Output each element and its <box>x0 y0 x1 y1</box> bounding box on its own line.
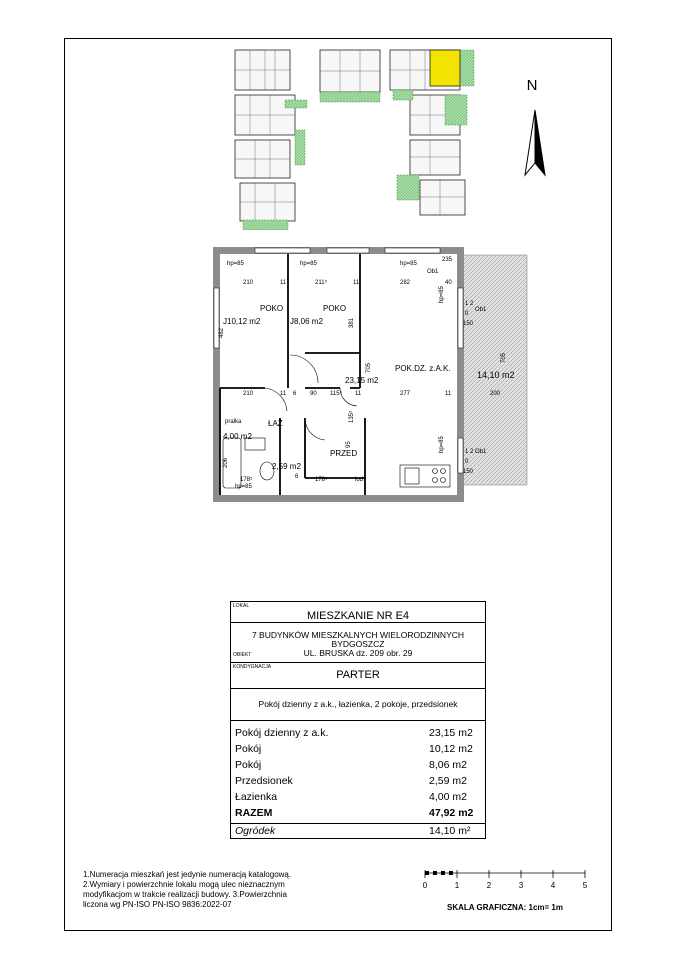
svg-text:211⁵: 211⁵ <box>315 280 328 286</box>
svg-text:705: 705 <box>501 352 507 363</box>
garden-row: Ogródek 14,10 m² <box>230 824 486 839</box>
room-area: 2,59 m2 <box>272 462 301 471</box>
svg-text:hp=85: hp=85 <box>400 261 417 267</box>
svg-text:0: 0 <box>422 881 428 890</box>
room-area: 23,15 m2 <box>345 376 379 385</box>
svg-text:Ob1: Ob1 <box>427 269 439 275</box>
svg-text:150: 150 <box>463 321 474 327</box>
svg-text:178⁵: 178⁵ <box>240 477 253 483</box>
svg-text:6: 6 <box>293 391 297 397</box>
svg-text:hp=85: hp=85 <box>439 286 445 303</box>
floor-plan <box>205 243 535 508</box>
object-row: 7 BUDYNKÓW MIESZKALNYCH WIELORODZINNYCH BYDGOSZCZ UL. BRUSKA dz. 209 obr. 29 OBIEKT <box>230 623 486 663</box>
svg-text:115⁵: 115⁵ <box>330 391 343 397</box>
room-name: POKO <box>260 304 284 313</box>
area-row: Pokój dzienny z a.k. 23,15 m2 <box>235 727 473 739</box>
svg-text:282: 282 <box>400 280 411 286</box>
svg-text:0: 0 <box>465 459 469 465</box>
svg-text:hp=85: hp=85 <box>300 261 317 267</box>
unit-info-table <box>230 601 486 839</box>
room-area: 4,00 m2 <box>223 432 252 441</box>
room-area: J10,12 m2 <box>223 317 261 326</box>
svg-text:95: 95 <box>346 441 352 448</box>
description-row <box>230 689 486 721</box>
svg-text:40: 40 <box>445 280 452 286</box>
room-name: POKO <box>323 304 347 313</box>
svg-text:178⁵: 178⁵ <box>315 477 328 483</box>
total-row: RAZEM 47,92 m2 <box>235 807 474 819</box>
svg-text:90: 90 <box>310 391 317 397</box>
svg-text:2: 2 <box>486 881 492 890</box>
garden-area-label: 14,10 m2 <box>477 370 515 380</box>
scale-label: SKALA GRAFICZNA: 1cm= 1m <box>447 903 563 912</box>
svg-text:4: 4 <box>550 881 556 890</box>
area-row: Łazienka 4,00 m2 <box>235 791 467 803</box>
svg-text:135⁵: 135⁵ <box>349 410 355 423</box>
svg-text:11: 11 <box>280 280 287 286</box>
area-row: Pokój 10,12 m2 <box>235 743 473 755</box>
svg-text:1 2: 1 2 <box>465 449 474 455</box>
title-row: LOKAL MIESZKANIE NR E4 <box>230 601 486 623</box>
svg-text:11: 11 <box>353 280 360 286</box>
area-row: Przedsionek 2,59 m2 <box>235 775 467 787</box>
svg-text:hp=85: hp=85 <box>227 261 244 267</box>
highlighted-unit <box>430 50 460 86</box>
svg-text:5: 5 <box>582 881 588 890</box>
svg-text:lod: lod <box>355 477 364 483</box>
graphic-scale <box>420 868 590 928</box>
svg-text:150: 150 <box>463 469 474 475</box>
svg-text:Ob1: Ob1 <box>475 307 487 313</box>
level-row: KONDYGNACJA PARTER <box>230 663 486 689</box>
svg-text:11: 11 <box>445 391 452 397</box>
svg-text:482: 482 <box>219 327 225 338</box>
object-line-1: 7 BUDYNKÓW MIESZKALNYCH WIELORODZINNYCH BYDGOSZCZ <box>251 630 465 649</box>
svg-text:200: 200 <box>490 391 501 397</box>
svg-text:705: 705 <box>366 362 372 373</box>
svg-text:pralka: pralka <box>225 419 242 425</box>
svg-text:235: 235 <box>442 257 453 263</box>
svg-text:Ob1: Ob1 <box>475 449 487 455</box>
footnotes: 1.Numeracja mieszkań jest jedynie numeracją katalogową. 2.Wymiary i powierzchnie lokalu mogą ulec nieznacznym modyfikacjom w trakcie realizacji budowy. 3.Powierzchnia liczona wg PN-ISO PN-ISO 9836:2022-07 <box>83 870 292 909</box>
object-line-2: UL. BRUSKA dz. 209 obr. 29 <box>303 648 413 658</box>
svg-text:11: 11 <box>280 391 287 397</box>
svg-text:381: 381 <box>349 317 355 328</box>
room-name: PRZED <box>330 449 358 458</box>
svg-text:hp=85: hp=85 <box>235 484 252 490</box>
svg-text:11: 11 <box>355 391 362 397</box>
unit-title: MIESZKANIE NR E4 <box>306 610 410 622</box>
svg-text:210: 210 <box>243 391 254 397</box>
unit-description: Pokój dzienny z a.k., łazienka, 2 pokoje, przedsionek <box>258 699 458 709</box>
svg-text:0: 0 <box>465 311 469 317</box>
svg-text:3: 3 <box>518 881 524 890</box>
svg-text:1: 1 <box>454 881 460 890</box>
room-area: J8,06 m2 <box>290 317 323 326</box>
room-name: POK.DZ. z.A.K. <box>395 364 451 373</box>
svg-text:206: 206 <box>223 457 229 468</box>
key-plan <box>225 45 485 230</box>
svg-text:210: 210 <box>243 280 254 286</box>
level-value: PARTER <box>336 669 380 681</box>
areas-block <box>230 721 486 824</box>
svg-text:1 2: 1 2 <box>465 301 474 307</box>
north-label: N <box>526 77 538 94</box>
svg-text:6: 6 <box>295 474 299 480</box>
room-name: ŁAZ <box>268 419 283 428</box>
area-row: Pokój 8,06 m2 <box>235 759 467 771</box>
svg-text:277: 277 <box>400 391 411 397</box>
north-arrow-icon <box>510 75 560 185</box>
svg-text:hp=85: hp=85 <box>439 436 445 453</box>
